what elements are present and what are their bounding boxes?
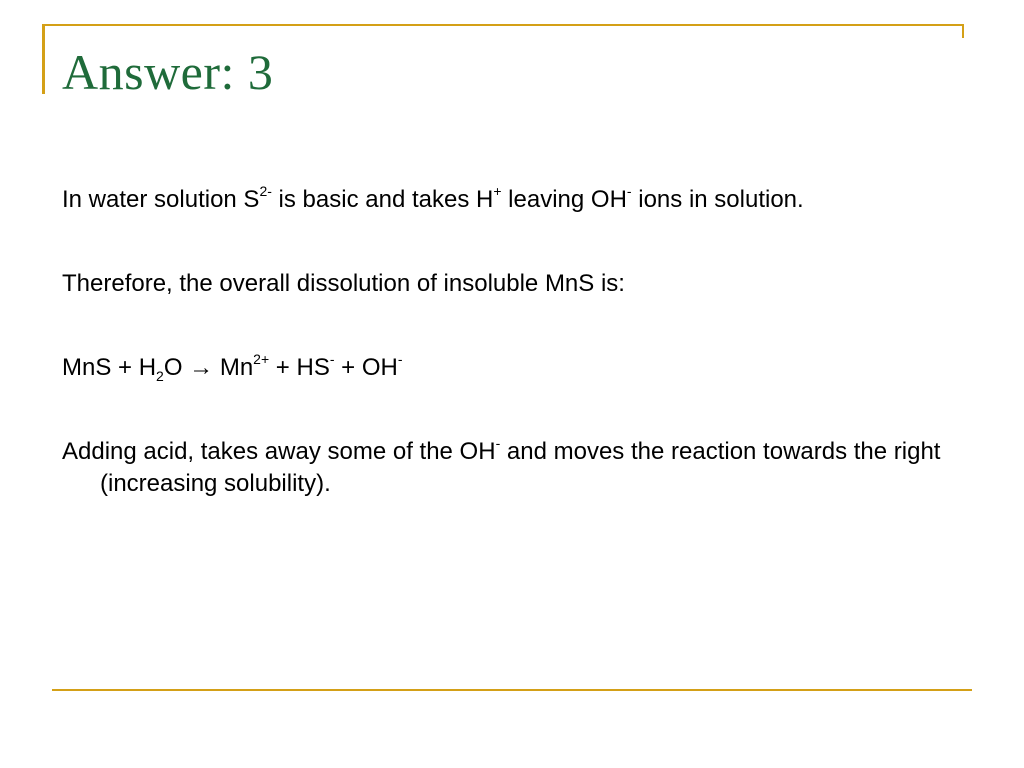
superscript: - — [495, 435, 501, 451]
superscript: 2- — [259, 183, 272, 199]
superscript: + — [493, 183, 502, 199]
subscript: 2 — [156, 367, 164, 384]
paragraph-therefore — [62, 268, 962, 300]
text-run: ions in solution. — [631, 186, 804, 213]
bottom-border-line — [52, 689, 972, 691]
text-run: O → Mn — [163, 354, 254, 381]
text-run: is basic and takes H — [271, 186, 494, 213]
top-border-line — [42, 24, 964, 26]
superscript: - — [329, 351, 335, 367]
slide-title: Answer: 3 — [62, 44, 274, 100]
right-border-tick — [962, 24, 964, 38]
paragraph-adding-acid — [62, 436, 962, 500]
text-run: + OH — [334, 354, 398, 381]
slide-body — [62, 184, 962, 552]
superscript: 2+ — [253, 351, 270, 367]
text-run: MnS + H — [62, 354, 157, 381]
text-run: and moves the reaction towards the right (increasing solubility). — [100, 438, 941, 497]
text-run: Adding acid, takes away some of the OH — [62, 438, 496, 465]
text-run: + HS — [269, 354, 330, 381]
text-run: Therefore, the overall dissolution of insoluble MnS is: — [62, 270, 625, 297]
text-run: In water solution S — [62, 186, 260, 213]
left-border-line — [42, 24, 45, 94]
paragraph-basic-sulfide — [62, 184, 962, 216]
chemical-equation — [62, 352, 962, 384]
text-run: leaving OH — [501, 186, 627, 213]
superscript: - — [397, 351, 403, 367]
superscript: - — [626, 183, 632, 199]
